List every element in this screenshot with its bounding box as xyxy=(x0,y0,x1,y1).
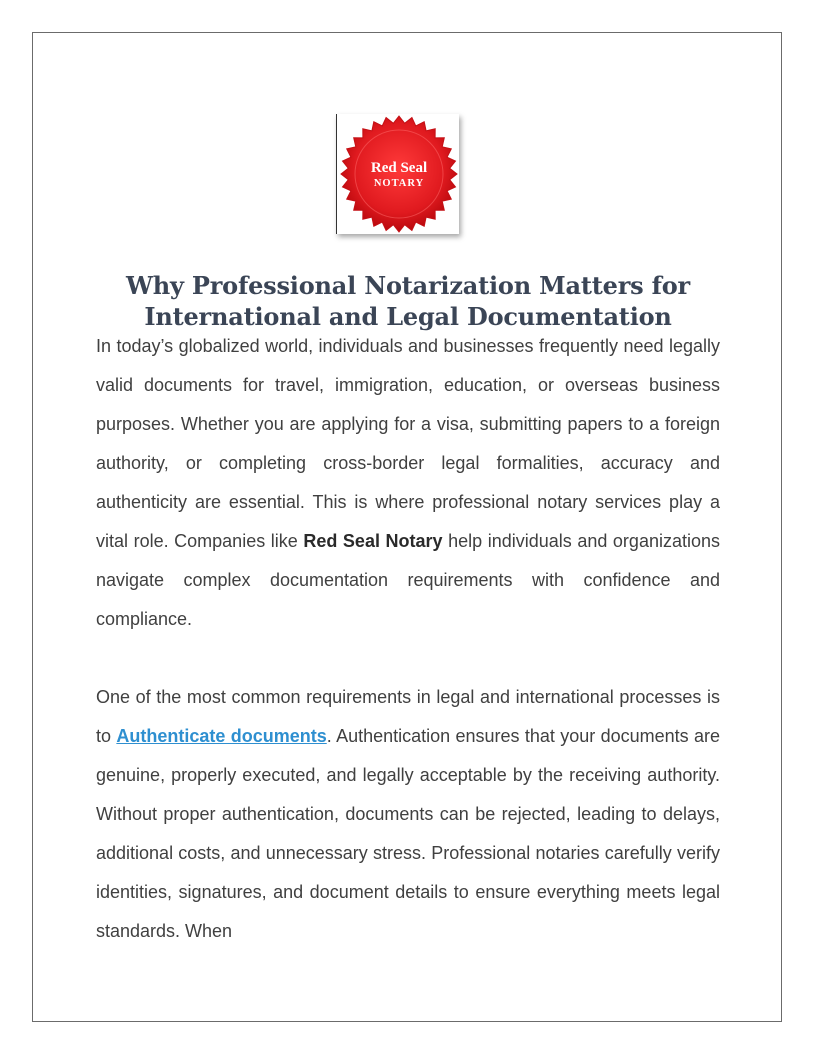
document-title xyxy=(96,270,720,332)
paragraph-intro-text-b: help individuals and organizations navigate complex documentation requirements with confidence and compliance. xyxy=(96,531,720,629)
title-line-2: International and Legal Documentation xyxy=(144,302,672,331)
paragraph-auth-text-b: . Authentication ensures that your documents are genuine, properly executed, and legally acceptable by the receiving authority. Without proper authentication, documents can be rejected, leading to delays, additional costs, and unnecessary stress. Professional notaries carefully verify identities, signatures, and document details to ensure everything meets legal standards. When xyxy=(96,726,720,941)
paragraph-auth-text-a: One of the most common requirements in legal and international processes is to xyxy=(96,687,720,746)
paragraph-authentication xyxy=(96,678,720,951)
seal-text-line2: NOTARY xyxy=(373,178,425,189)
company-name-bold: Red Seal Notary xyxy=(303,531,443,551)
paragraph-intro xyxy=(96,327,720,639)
authenticate-documents-link[interactable]: Authenticate documents xyxy=(116,726,327,746)
seal-text-line1: Red Seal xyxy=(370,160,428,176)
paragraph-intro-text-a: In today’s globalized world, individuals and businesses frequently need legally valid documents for travel, immigration, education, or overseas business purposes. Whether you are applying for a visa, submitting papers to a foreign authority, or completing cross-border legal formalities, accuracy and authenticity are essential. This is where professional notary services play a vital role. Companies like xyxy=(96,336,720,551)
title-line-1: Why Professional Notarization Matters for xyxy=(125,271,690,300)
seal-icon xyxy=(337,114,459,234)
red-seal-notary-logo xyxy=(336,114,459,234)
